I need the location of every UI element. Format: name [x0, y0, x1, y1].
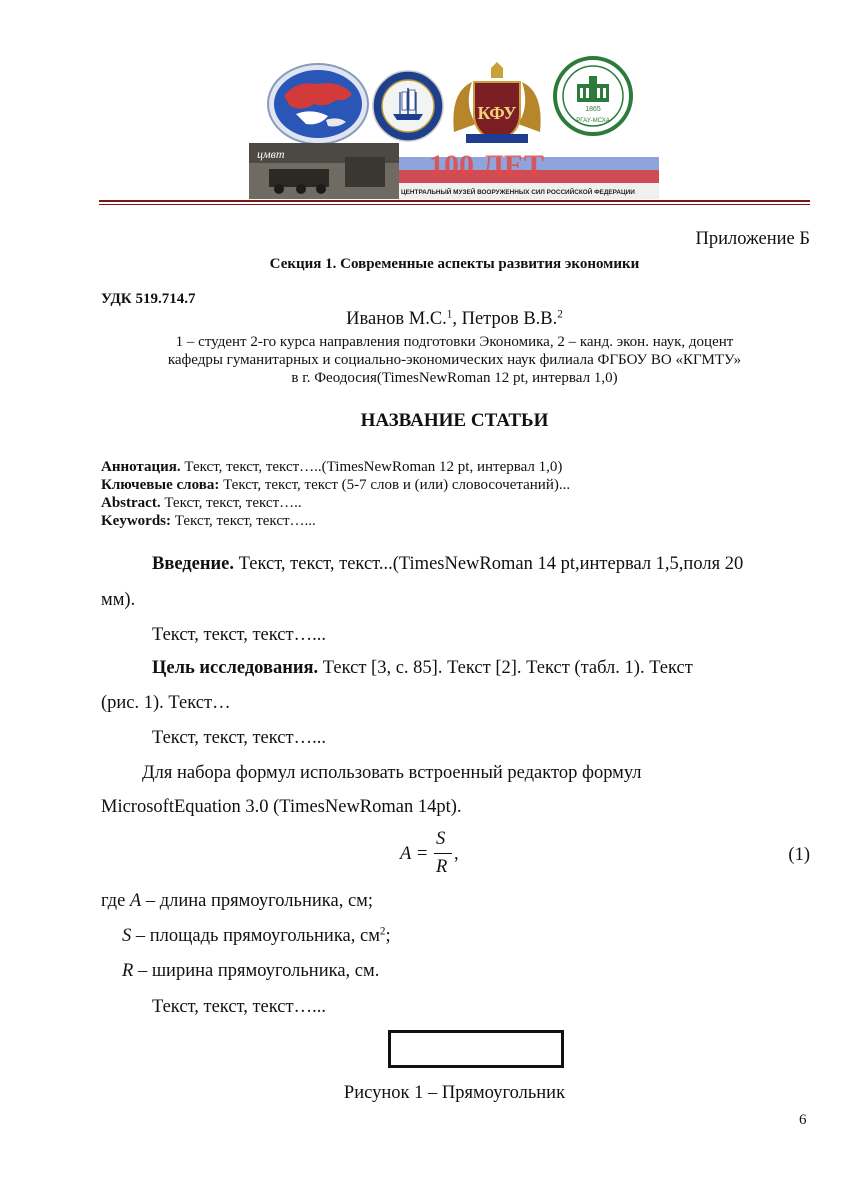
where-text-a: – длина прямоугольника, см;: [141, 891, 374, 911]
article-title: НАЗВАНИЕ СТАТЬИ: [360, 410, 549, 431]
author-1: Иванов М.С.: [346, 309, 447, 329]
paragraph-text: Текст, текст, текст…...: [152, 728, 326, 748]
museum-banner: [249, 143, 659, 199]
goal-text: Текст [3, с. 85]. Текст [2]. Текст (табл. 1). Текст: [318, 658, 693, 678]
affiliation-line: в г. Феодосия(TimesNewRoman 12 pt, интервал 1,0): [291, 370, 618, 386]
abstract-text: Текст, текст, текст…..: [160, 495, 302, 511]
formula-lhs: A: [400, 844, 412, 864]
intro-line-2: мм).: [101, 590, 136, 610]
ship-icon: [371, 70, 445, 142]
page-number: 6: [799, 1112, 807, 1128]
affiliation: [99, 333, 810, 387]
emblem-year: 1865: [585, 106, 601, 113]
section-heading: Секция 1. Современные аспекты развития экономики: [269, 256, 640, 272]
paragraph-text: Текст, текст, текст…...: [152, 625, 326, 645]
affiliation-line: 1 – студент 2-го курса направления подготовки Экономика, 2 – канд. экон. наук, доцент: [175, 334, 734, 350]
abstract-line: [101, 494, 810, 512]
author-1-index: 1: [446, 308, 453, 321]
affiliation-line: кафедры гуманитарных и социально-экономических наук филиала ФГБОУ ВО «КГМТУ»: [167, 352, 742, 368]
where-line-a: [101, 890, 373, 912]
fraction-bar: [434, 853, 452, 854]
where-var-r: R: [122, 961, 134, 981]
figure-caption: Рисунок 1 – Прямоугольник: [343, 1083, 566, 1103]
intro-line-1: [152, 553, 812, 575]
where-tail-s: ;: [385, 926, 391, 946]
appendix-label: Приложение Б: [695, 229, 810, 249]
author-separator: ,: [452, 309, 462, 329]
abstract-label: Abstract.: [101, 495, 161, 511]
keywords-en-label: Keywords:: [101, 513, 171, 529]
emblem-caption: РГАУ-МСХА: [576, 118, 610, 124]
annotation-text: Текст, текст, текст…..(TimesNewRoman 12 pt, интервал 1,0): [180, 459, 563, 475]
header-rule-top: [99, 200, 810, 202]
where-line-s: [122, 925, 391, 947]
griffin-crest-icon: [446, 62, 548, 148]
formula-equals: =: [417, 844, 428, 864]
banner-caption: ЦЕНТРАЛЬНЫЙ МУЗЕЙ ВООРУЖЕННЫХ СИЛ РОССИЙСКОЙ ФЕДЕРАЦИИ: [401, 189, 635, 196]
keywords-ru-text: Текст, текст, текст (5-7 слов и (или) словосочетаний)...: [219, 477, 571, 493]
crest-text: КФУ: [477, 103, 517, 123]
paragraph-text: Текст, текст, текст…...: [152, 997, 326, 1017]
header-rule-bottom: [99, 204, 810, 205]
keywords-ru-line: [101, 476, 810, 494]
formula-note-line-2: MicrosoftEquation 3.0 (TimesNewRoman 14pt).: [101, 797, 462, 817]
formula: [400, 828, 480, 880]
goal-label: Цель исследования.: [152, 658, 319, 678]
goal-line-1: [152, 657, 812, 679]
rectangle-figure: [388, 1030, 564, 1068]
banner-anniversary: 100 ЛЕТ: [429, 149, 544, 182]
annotation-label: Аннотация.: [101, 459, 181, 475]
where-line-r: [122, 960, 379, 982]
keywords-en-text: Текст, текст, текст…...: [171, 513, 316, 529]
formula-denominator: R: [436, 857, 448, 877]
author-2: Петров В.В.: [461, 309, 558, 329]
keywords-ru-label: Ключевые слова:: [101, 477, 220, 493]
article-meta: [101, 458, 810, 530]
formula-numerator: S: [436, 829, 446, 849]
formula-note-line-1: Для набора формул использовать встроенный редактор формул: [142, 763, 642, 783]
where-var-a: A: [129, 891, 142, 911]
formula-comma: ,: [454, 844, 459, 864]
intro-text: Текст, текст, текст...(TimesNewRoman 14 pt,интервал 1,5,поля 20: [234, 554, 744, 574]
banner-left-text: цмвт: [257, 147, 285, 161]
formula-number: (1): [788, 845, 810, 865]
where-prefix: где: [101, 891, 130, 911]
where-sup-s: 2: [379, 925, 386, 938]
udk-code: УДК 519.714.7: [101, 291, 196, 307]
building-wreath-icon: [553, 56, 633, 136]
author-line: [99, 308, 810, 330]
author-2-index: 2: [557, 308, 563, 321]
keywords-en-line: [101, 512, 810, 530]
globe-map-icon: [266, 62, 370, 146]
goal-line-2: (рис. 1). Текст…: [101, 693, 231, 713]
intro-label: Введение.: [152, 554, 235, 574]
annotation-line: [101, 458, 810, 476]
where-text-r: – ширина прямоугольника, см.: [133, 961, 380, 981]
header-logos: [0, 0, 849, 205]
where-text-s: – площадь прямоугольника, см: [131, 926, 380, 946]
where-var-s: S: [122, 926, 132, 946]
